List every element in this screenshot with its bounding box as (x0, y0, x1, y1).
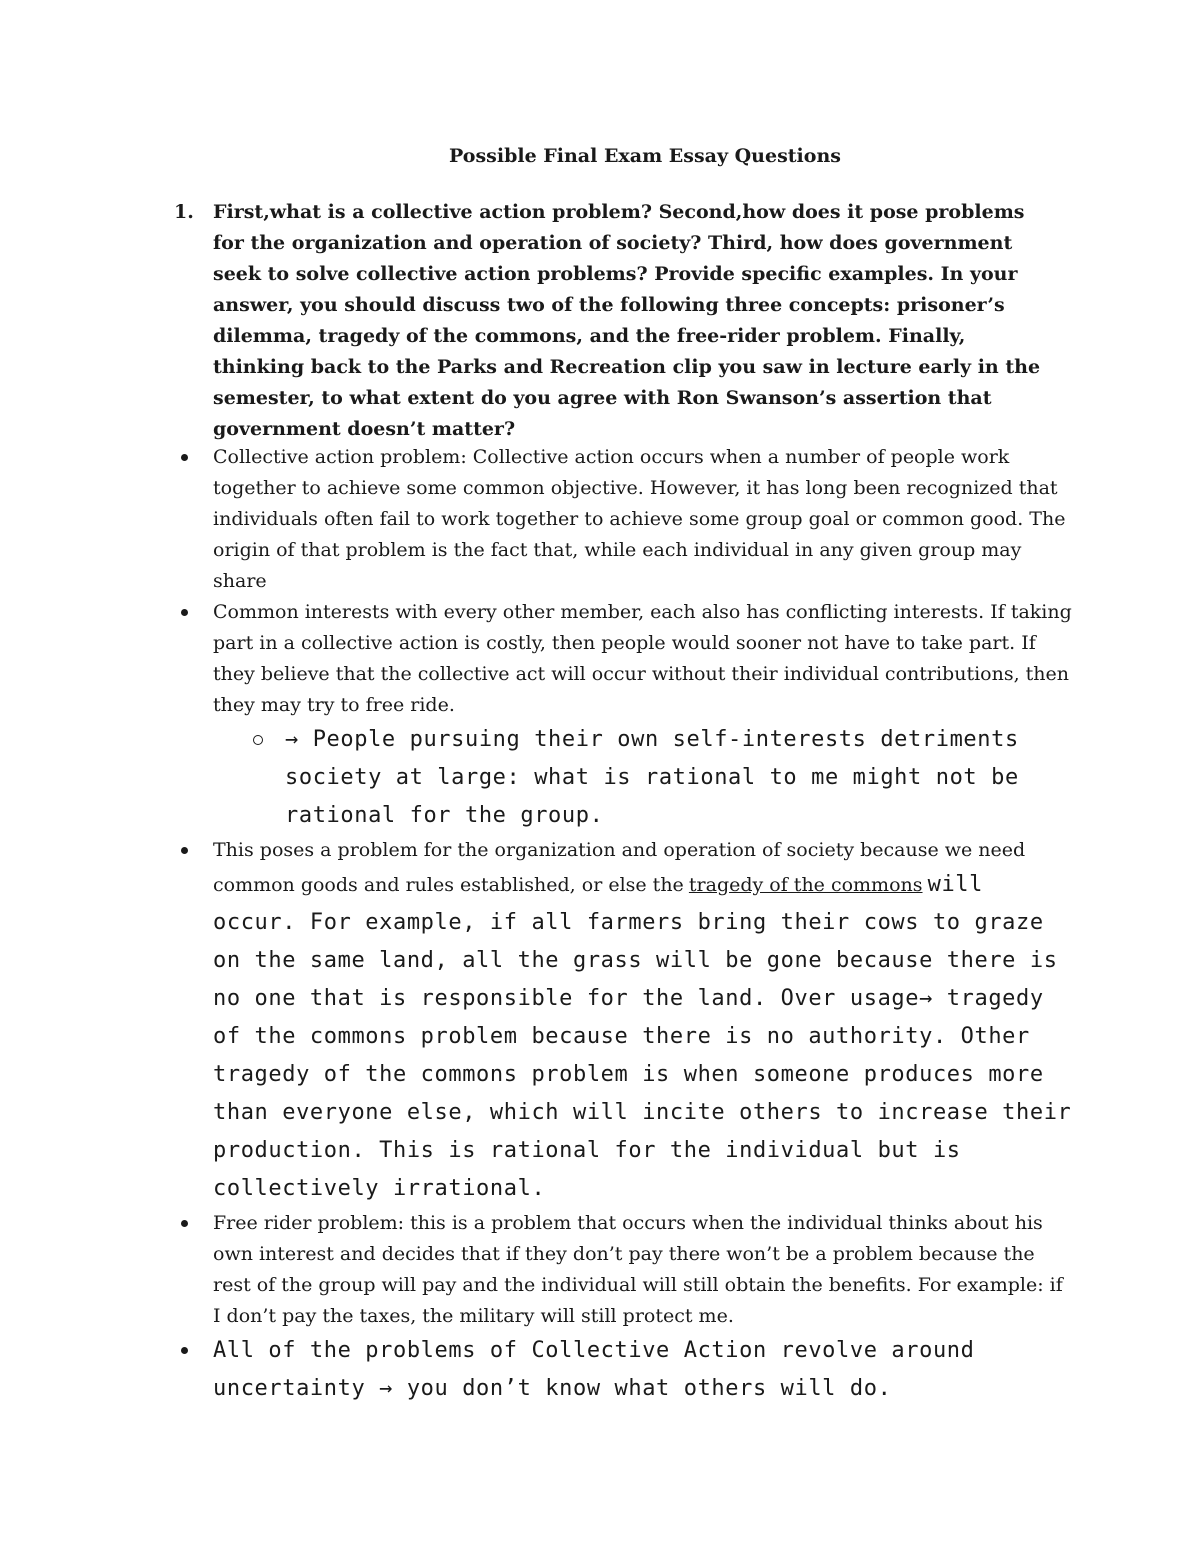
tragedy-example-note: will occur. For example, if all farmers bring their cows to graze on the same land, all the grass will be gone because there is no one that is responsible for the land. Over usage→ tragedy of the commons problem because there is no authority. Other tragedy of the commons problem is when someone produces more than everyone else, which will incite others to increase their production. This is rational for the individual but is collectively irrational. (213, 872, 1072, 1201)
sub-list-item (285, 721, 1025, 835)
question-text: First,what is a collective action problem? Second,how does it pose problems for the organization and operation of society? Third, how does government seek to solve collective action problems? Provide specific examples. In your answer, you should discuss two of the following three concepts: prisoner’s dilemma, tragedy of the commons, and the free-rider problem. Finally, thinking back to the Parks and Recreation clip you saw in lecture early in the semester, to what extent do you agree with Ron Swanson’s assertion that government doesn’t matter? (213, 201, 1041, 440)
conflicting-interests-note: Common interests with every other member, each also has conflicting interests. If taking part in a collective action is costly, then people would sooner not have to take part. If they believe that the collective act will occur without their individual contributions, then they may try to free ride. (213, 601, 1072, 716)
bullet-icon (181, 454, 188, 461)
list-item (213, 1332, 1073, 1408)
list-item (213, 442, 1073, 597)
society-problem-note: This poses a problem for the organization and operation of society because we need common goods and rules established, or else the (213, 839, 1026, 896)
hollow-bullet-icon (253, 735, 263, 745)
bullet-icon (181, 1347, 188, 1354)
list-item (213, 835, 1073, 1208)
uncertainty-note: All of the problems of Collective Action revolve around uncertainty → you don’t know what others will do. (213, 1338, 975, 1401)
bullet-icon (181, 1220, 188, 1227)
notes-list (0, 442, 1200, 1408)
list-item (213, 597, 1073, 721)
question-number: 1. (174, 201, 194, 223)
tragedy-of-commons-term: tragedy of the commons (688, 874, 923, 896)
document-title: Possible Final Exam Essay Questions (449, 145, 841, 167)
list-item (213, 1208, 1073, 1332)
bullet-icon (181, 609, 188, 616)
essay-question (174, 197, 1054, 445)
self-interest-note: → People pursuing their own self-interests detriments society at large: what is rational to me might not be rational for the group. (285, 727, 1019, 828)
collective-action-definition: Collective action problem: Collective action occurs when a number of people work together to achieve some common objective. However, it has long been recognized that individuals often fail to work together to achieve some group goal or common good. The origin of that problem is the fact that, while each individual in any given group may share (213, 446, 1066, 592)
bullet-icon (181, 847, 188, 854)
free-rider-note: Free rider problem: this is a problem that occurs when the individual thinks about his own interest and decides that if they don’t pay there won’t be a problem because the rest of the group will pay and the individual will still obtain the benefits. For example: if I don’t pay the taxes, the military will still protect me. (213, 1212, 1063, 1327)
